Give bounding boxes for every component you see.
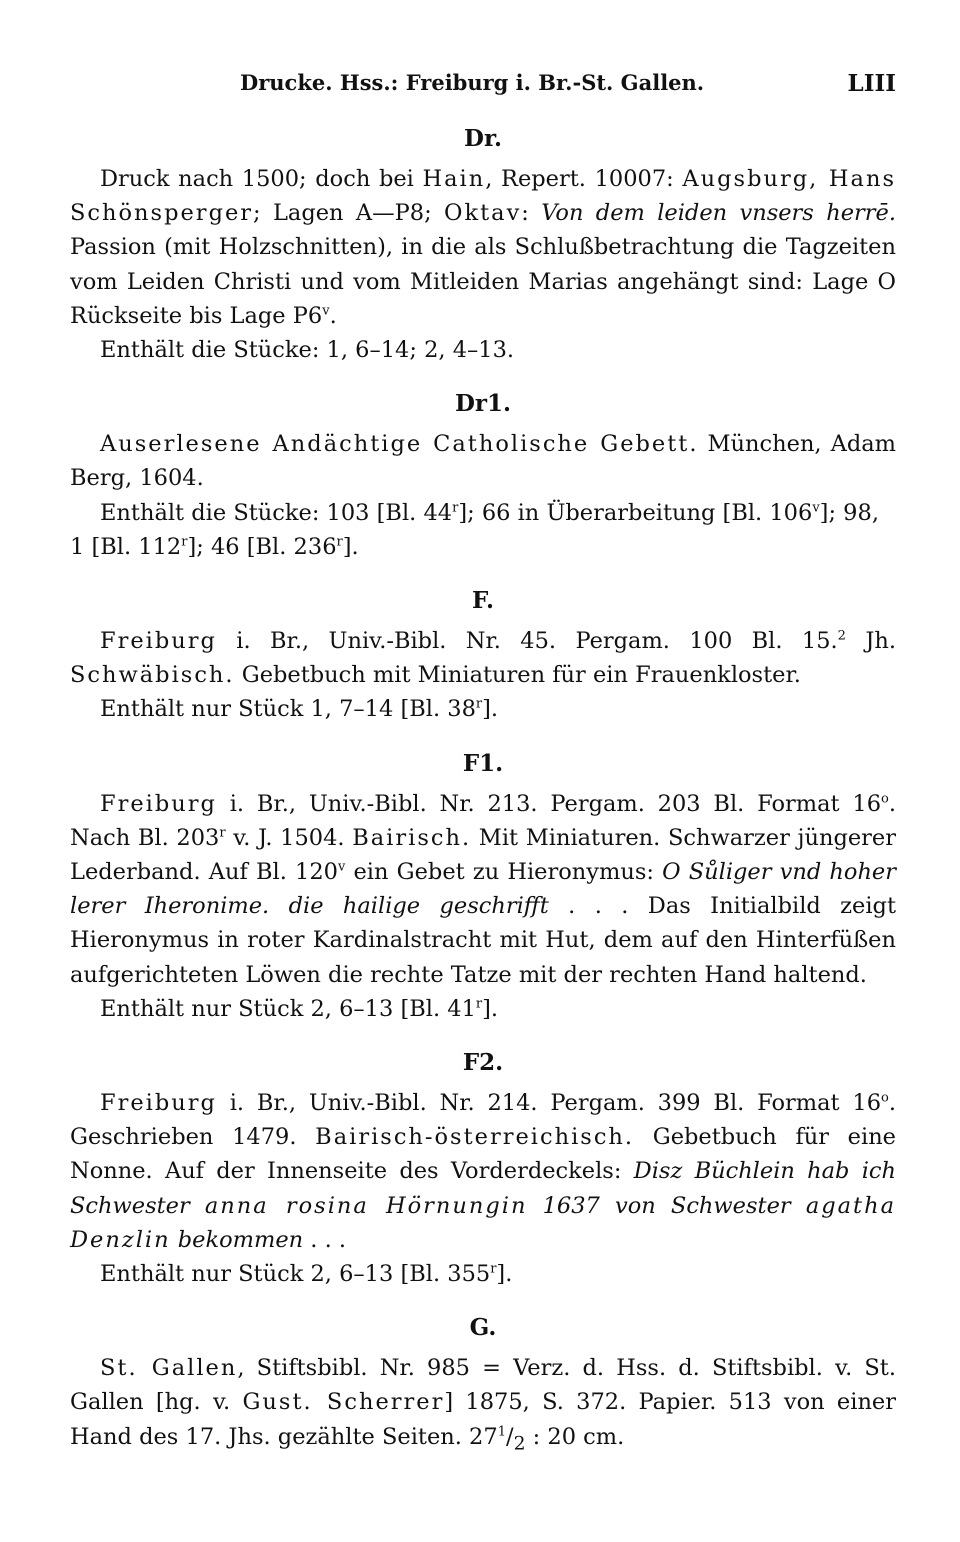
text-run: i. Br., Univ.-Bibl. Nr. 45. Pergam. 100 Bl. 15.	[216, 628, 838, 655]
contents-line	[70, 496, 896, 564]
text-run: , Stiftsbibl. Nr. 985 = Verz. d. Hss. d. Stiftsbibl. v. St. Gallen [hg. v.	[70, 1355, 896, 1416]
entry-dr1	[70, 387, 896, 564]
siglum: F.	[471, 587, 495, 615]
entry-description	[70, 1351, 896, 1461]
subscript: 2	[513, 1433, 526, 1455]
printer-name: Augsburg, Hans Schönsperger	[70, 166, 896, 227]
incipit: O Sůliger vnd hoher lerer Iheronime. die hailige geschrifft	[70, 859, 896, 920]
text-run: . Geschrieben 1479.	[70, 1090, 896, 1151]
text-run: Gebetbuch für eine Nonne. Auf der Innenseite des Vorderdeckels:	[70, 1124, 897, 1185]
text-run: .	[329, 302, 337, 329]
contents-line	[70, 692, 896, 726]
siglum: F1.	[462, 749, 504, 777]
superscript: 1	[497, 1424, 506, 1440]
book-title: Auserlesene Andächtige Catholische Gebett.	[100, 431, 699, 458]
entry-description	[70, 1086, 896, 1257]
superscript: r	[452, 500, 459, 516]
siglum: G.	[469, 1314, 497, 1342]
superscript: 2	[837, 628, 846, 644]
text-run: . . . Das Initialbild zeigt Hieronymus in roter Kardinalstracht mit Hut, dem auf den Hinterfüßen aufgerichteten Löwen die rechte Tatze mit der rechten Hand haltend.	[70, 893, 896, 988]
document-page	[70, 62, 896, 1461]
place-name: Freiburg	[100, 790, 217, 817]
entry-f	[70, 584, 896, 727]
contents-line	[70, 992, 896, 1026]
format-label: Oktav	[444, 200, 522, 227]
editor-name: Gust. Scherrer	[242, 1389, 445, 1416]
text-run: Enthält nur Stück 2, 6–13 [Bl. 355	[100, 1261, 491, 1288]
text-run: ] 1875, S. 372. Papier. 513 von einer Hand des 17. Jhs. gezählte Seiten. 27	[70, 1389, 897, 1450]
text-run: ].	[496, 1261, 513, 1288]
running-title: Drucke. Hss.: Freiburg i. Br.-St. Gallen.	[240, 70, 705, 95]
superscript: v	[337, 859, 346, 875]
superscript: v	[812, 500, 820, 516]
dialect-label: Bairisch.	[352, 824, 472, 851]
page-number: LIII	[847, 70, 896, 97]
superscript: r	[475, 696, 483, 712]
inscription-name: Hörnungin	[368, 1192, 528, 1219]
superscript: r	[219, 825, 226, 841]
inscription-name: agatha Denzlin	[70, 1192, 896, 1253]
text-run: ].	[342, 533, 359, 560]
running-header	[70, 62, 896, 102]
contents-line	[70, 1257, 896, 1291]
siglum: Dr1.	[454, 390, 512, 418]
text-run: ]; 46 [Bl. 236	[187, 533, 337, 560]
superscript: v	[322, 303, 330, 319]
text-run: . Nach Bl. 203	[70, 790, 896, 851]
text-run: /	[505, 1423, 514, 1450]
incipit: Von dem leiden vnsers herrē.	[541, 200, 896, 227]
text-run: Passion (mit Holzschnitten), in die als Schlußbetrachtung die Tagzeiten vom Leiden Christi und vom Mitleiden Marias angehängt sind: Lage O Rückseite bis Lage P6	[70, 234, 896, 329]
text-run: i. Br., Univ.-Bibl. Nr. 214. Pergam. 399 Bl. Format 16	[216, 1090, 882, 1117]
inscription: 1637 von Schwester	[527, 1192, 806, 1219]
place-name: St. Gallen	[100, 1355, 238, 1382]
superscript: r	[181, 534, 188, 550]
superscript: o	[881, 1090, 889, 1106]
text-run: ].	[482, 995, 499, 1022]
entry-f1	[70, 747, 896, 1026]
inscription: Disz Büchlein hab ich Schwester	[70, 1158, 896, 1219]
dialect-label: Bairisch-österreichisch.	[315, 1124, 635, 1151]
text-run: ; Lagen A—P8;	[253, 200, 445, 227]
contents-line: Enthält die Stücke: 1, 6–14; 2, 4–13.	[100, 337, 515, 364]
text-run: München, Adam Berg, 1604.	[70, 431, 897, 492]
entry-f2	[70, 1046, 896, 1291]
entry-description	[70, 787, 896, 992]
entry-g	[70, 1311, 896, 1461]
text-run: , Repert. 10007:	[485, 166, 683, 192]
inscription-name: anna rosina	[204, 1192, 369, 1219]
siglum: F2.	[462, 1049, 504, 1077]
text-run: v. J. 1504.	[225, 824, 353, 851]
entry-description	[70, 427, 896, 495]
text-run: . . .	[303, 1226, 347, 1253]
text-run: ]; 98, 1 [Bl. 112	[70, 499, 879, 560]
place-name: Freiburg	[100, 628, 217, 655]
text-run: :	[521, 200, 542, 227]
text-run: ein Gebet zu Hieronymus:	[345, 859, 663, 886]
text-run: Jh.	[845, 628, 896, 655]
text-run: i. Br., Univ.-Bibl. Nr. 213. Pergam. 203 Bl. Format 16	[216, 790, 882, 817]
text-run: Druck nach 1500; doch bei	[100, 166, 423, 192]
text-run: Enthält nur Stück 1, 7–14 [Bl. 38	[100, 696, 476, 723]
entry-dr	[70, 122, 896, 367]
entry-description	[70, 162, 896, 333]
superscript: r	[336, 534, 343, 550]
superscript: o	[881, 791, 889, 807]
author-name: Hain	[422, 166, 486, 192]
text-run: Mit Miniaturen. Schwarzer jüngerer Lederband. Auf Bl. 120	[70, 824, 896, 886]
siglum: Dr.	[464, 125, 502, 152]
text-run: : 20 cm.	[525, 1423, 625, 1450]
superscript: r	[490, 1261, 497, 1277]
inscription: bekommen	[170, 1226, 304, 1253]
text-run: Enthält nur Stück 2, 6–13 [Bl. 41	[100, 995, 476, 1022]
place-name: Freiburg	[100, 1090, 217, 1117]
text-run: ]; 66 in Überarbeitung [Bl. 106	[458, 499, 813, 526]
text-run: Gebetbuch mit Miniaturen für ein Frauenkloster.	[234, 662, 801, 689]
superscript: r	[475, 996, 483, 1012]
text-run: ].	[482, 696, 499, 723]
dialect-label: Schwäbisch.	[70, 662, 235, 689]
entry-description	[70, 624, 896, 692]
text-run: Enthält die Stücke: 103 [Bl. 44	[100, 499, 453, 526]
